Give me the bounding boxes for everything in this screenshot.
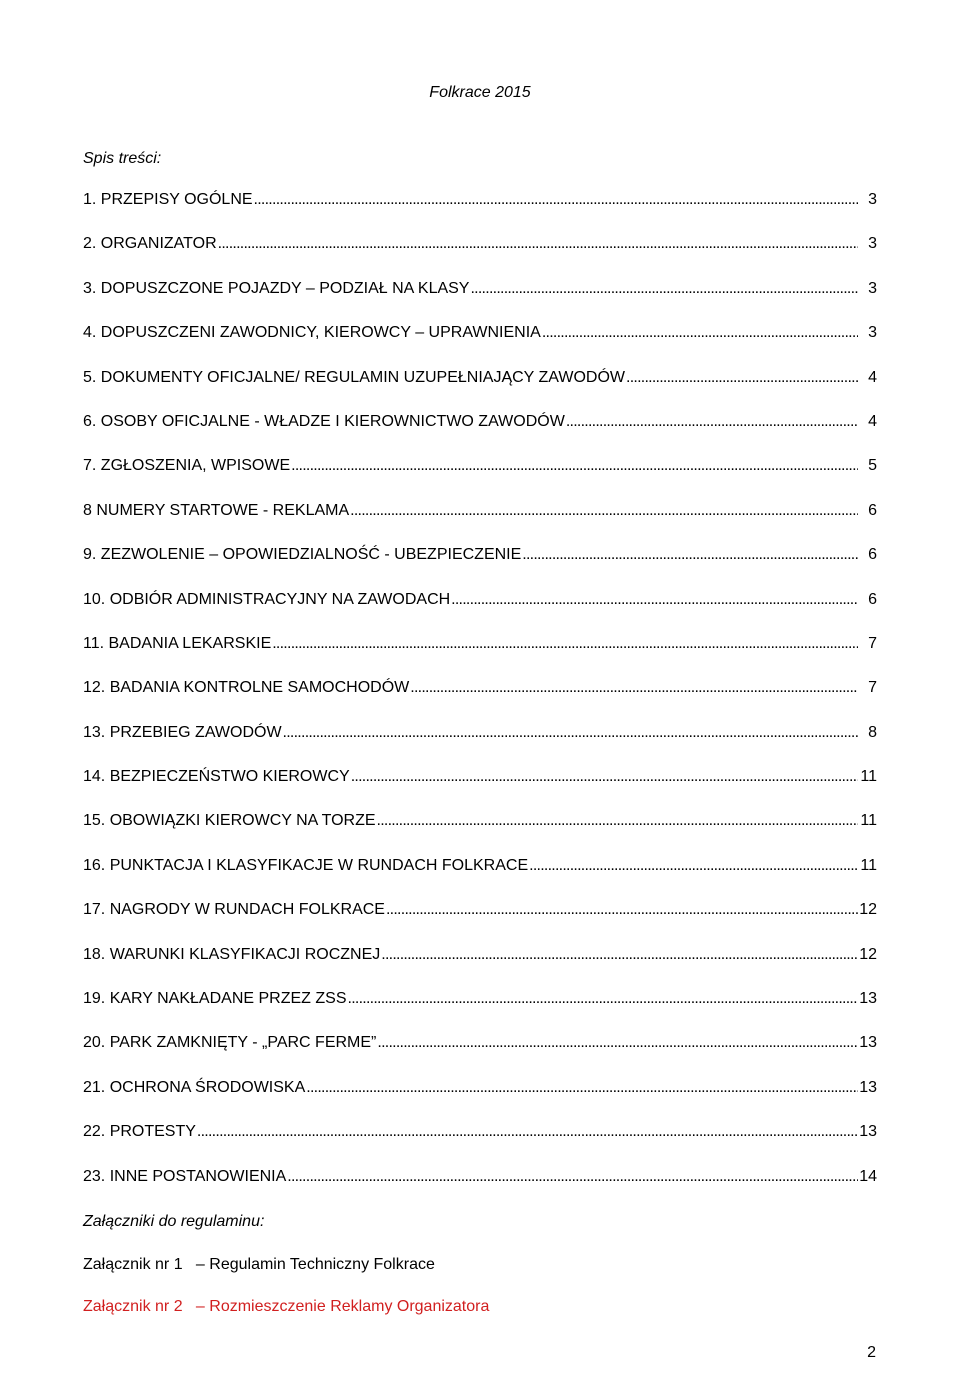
toc-entry-title: 1. PRZEPISY OGÓLNE xyxy=(83,191,253,208)
toc-entry-title: 10. ODBIÓR ADMINISTRACYJNY NA ZAWODACH xyxy=(83,590,451,608)
toc-entry-title: 23. INNE POSTANOWIENIA xyxy=(83,1167,287,1185)
toc-entry-page: 3 xyxy=(868,279,877,297)
toc-entry-title: 14. BEZPIECZEŃSTWO KIEROWCY xyxy=(83,768,350,786)
toc-entry-page: 5 xyxy=(868,457,877,475)
toc-entry[interactable] xyxy=(83,1123,877,1167)
toc-entry-page: 13 xyxy=(859,990,877,1008)
toc-entry[interactable] xyxy=(83,1079,877,1123)
toc-entry-page: 12 xyxy=(859,901,877,919)
toc-entry-page: 7 xyxy=(868,634,877,652)
toc-entry[interactable] xyxy=(83,812,877,856)
toc-leader-dots xyxy=(272,635,858,653)
toc-entry[interactable] xyxy=(83,946,877,990)
toc-entry-page: 7 xyxy=(868,679,877,697)
toc-entry-page: 13 xyxy=(859,1034,877,1052)
toc-leader-dots xyxy=(377,812,858,830)
toc-entry-page: 11 xyxy=(860,768,877,786)
toc-entry-title: 9. ZEZWOLENIE – OPOWIEDZIALNOŚĆ - UBEZPIECZENIE xyxy=(83,546,522,564)
toc-entry[interactable] xyxy=(83,635,877,679)
toc-entry[interactable] xyxy=(83,857,877,901)
toc-entry-page: 11 xyxy=(860,856,877,874)
toc-leader-dots xyxy=(410,679,858,697)
toc-leader-dots xyxy=(283,724,858,742)
toc-entry-page: 6 xyxy=(868,546,877,564)
toc-entry-title: 20. PARK ZAMKNIĘTY - „PARC FERME” xyxy=(83,1034,377,1052)
toc-entry-page: 8 xyxy=(868,723,877,741)
toc-leader-dots xyxy=(291,457,858,475)
toc-entry-title: 18. WARUNKI KLASYFIKACJI ROCZNEJ xyxy=(83,945,381,963)
toc-entry-page: 3 xyxy=(868,235,877,253)
toc-entry-page: 4 xyxy=(868,412,877,430)
toc-leader-dots xyxy=(377,1034,858,1052)
toc-leader-dots xyxy=(529,857,858,875)
toc-entry-page: 3 xyxy=(868,191,877,208)
toc-entry-title: 11. BADANIA LEKARSKIE xyxy=(83,634,272,652)
toc-leader-dots xyxy=(386,901,858,919)
toc-leader-dots xyxy=(350,502,858,520)
toc-entry-title: 15. OBOWIĄZKI KIEROWCY NA TORZE xyxy=(83,812,376,830)
toc-entry[interactable] xyxy=(83,191,877,235)
toc-leader-dots xyxy=(470,280,858,298)
toc-leader-dots xyxy=(542,324,858,342)
toc-leader-dots xyxy=(348,990,859,1008)
toc-entry-page: 13 xyxy=(859,1123,877,1141)
toc-entry-title: 22. PROTESTY xyxy=(83,1123,196,1141)
toc-entry[interactable] xyxy=(83,369,877,413)
toc-entry[interactable] xyxy=(83,990,877,1034)
toc-entry-page: 13 xyxy=(859,1078,877,1096)
annex-heading: Załączniki do regulaminu: xyxy=(83,1213,265,1230)
page-header: Folkrace 2015 xyxy=(429,84,531,101)
toc-leader-dots xyxy=(451,591,858,609)
toc-leader-dots xyxy=(381,946,858,964)
toc-entry-title: 13. PRZEBIEG ZAWODÓW xyxy=(83,723,282,741)
toc-entry[interactable] xyxy=(83,235,877,279)
toc-entry-page: 14 xyxy=(859,1167,877,1185)
toc-entry-page: 6 xyxy=(868,501,877,519)
toc-entry[interactable] xyxy=(83,1168,877,1212)
toc-leader-dots xyxy=(197,1123,858,1141)
toc-entry-title: 17. NAGRODY W RUNDACH FOLKRACE xyxy=(83,901,385,919)
toc-entry[interactable] xyxy=(83,413,877,457)
toc-entry-title: 3. DOPUSZCZONE POJAZDY – PODZIAŁ NA KLASY xyxy=(83,279,470,297)
toc-entry-title: 6. OSOBY OFICJALNE - WŁADZE I KIEROWNICTWO ZAWODÓW xyxy=(83,412,565,430)
toc-leader-dots xyxy=(351,768,858,786)
toc-entry-title: 5. DOKUMENTY OFICJALNE/ REGULAMIN UZUPEŁNIAJĄCY ZAWODÓW xyxy=(83,368,625,386)
toc-leader-dots xyxy=(306,1079,858,1097)
toc-entry[interactable] xyxy=(83,679,877,723)
annex-item-2: Załącznik nr 2 – Rozmieszczenie Reklamy Organizatora xyxy=(83,1298,490,1315)
toc-entry[interactable] xyxy=(83,457,877,501)
toc-entry-title: 19. KARY NAKŁADANE PRZEZ ZSS xyxy=(83,990,347,1008)
toc-entry-title: 7. ZGŁOSZENIA, WPISOWE xyxy=(83,457,291,475)
toc-leader-dots xyxy=(522,546,858,564)
toc-entry-page: 12 xyxy=(859,945,877,963)
toc-entry-title: 2. ORGANIZATOR xyxy=(83,235,217,253)
toc-entry[interactable] xyxy=(83,546,877,590)
toc-entry-title: 21. OCHRONA ŚRODOWISKA xyxy=(83,1078,306,1096)
toc-entry[interactable] xyxy=(83,724,877,768)
toc-entry[interactable] xyxy=(83,768,877,812)
toc-entry[interactable] xyxy=(83,502,877,546)
toc-entry[interactable] xyxy=(83,324,877,368)
toc-heading: Spis treści: xyxy=(83,150,162,167)
toc-entry-title: 8 NUMERY STARTOWE - REKLAMA xyxy=(83,501,350,519)
toc-entry-page: 3 xyxy=(868,324,877,342)
toc-entry[interactable] xyxy=(83,591,877,635)
toc-leader-dots xyxy=(218,235,858,253)
toc-entry-page: 6 xyxy=(868,590,877,608)
toc-entry-page: 4 xyxy=(868,368,877,386)
toc-leader-dots xyxy=(254,191,858,209)
annex-item-1: Załącznik nr 1 – Regulamin Techniczny Folkrace xyxy=(83,1256,435,1273)
toc-leader-dots xyxy=(287,1168,858,1186)
page-number: 2 xyxy=(867,1344,876,1361)
toc-leader-dots xyxy=(566,413,858,431)
table-of-contents xyxy=(83,191,877,1212)
toc-leader-dots xyxy=(626,369,858,387)
toc-entry-title: 4. DOPUSZCZENI ZAWODNICY, KIEROWCY – UPRAWNIENIA xyxy=(83,324,541,342)
toc-entry-title: 12. BADANIA KONTROLNE SAMOCHODÓW xyxy=(83,679,410,697)
toc-entry-title: 16. PUNKTACJA I KLASYFIKACJE W RUNDACH FOLKRACE xyxy=(83,856,529,874)
toc-entry-page: 11 xyxy=(860,812,877,830)
toc-entry[interactable] xyxy=(83,1034,877,1078)
toc-entry[interactable] xyxy=(83,901,877,945)
toc-entry[interactable] xyxy=(83,280,877,324)
